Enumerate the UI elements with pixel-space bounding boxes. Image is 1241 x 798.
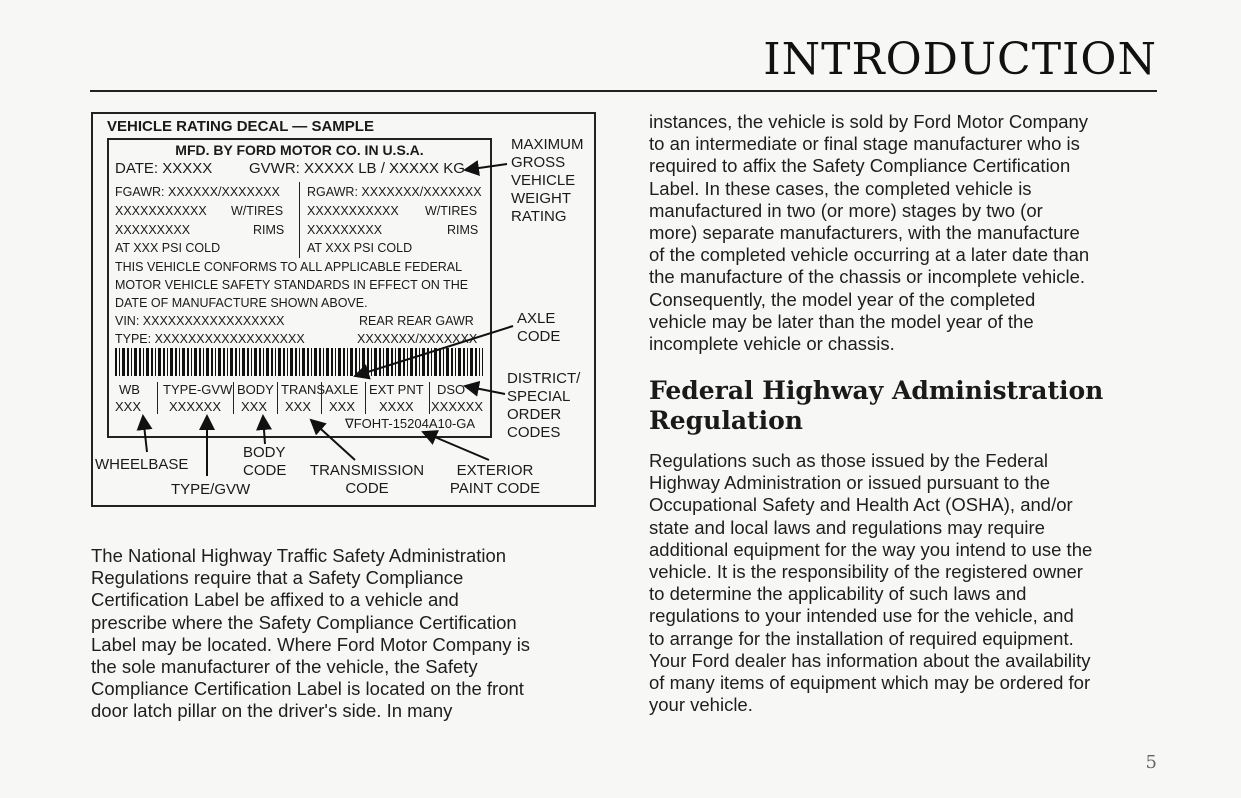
callout-gvwr-2: GROSS xyxy=(511,154,566,171)
title-rule xyxy=(90,90,1157,92)
val-body: XXX xyxy=(241,399,268,414)
text-line: Certification Label be affixed to a vehicle and xyxy=(91,589,459,611)
text-line: Compliance Certification Label is located on the front xyxy=(91,678,524,700)
decal-rgawr: RGAWR: XXXXXXX/XXXXXXX xyxy=(307,185,482,199)
arrow-exterior xyxy=(423,432,489,460)
decal-type: TYPE: XXXXXXXXXXXXXXXXXX xyxy=(115,332,305,346)
text-line: The National Highway Traffic Safety Administration xyxy=(91,545,507,566)
arrow-body xyxy=(263,416,265,444)
col-body: BODY xyxy=(237,382,274,397)
decal-psi-right: AT XXX PSI COLD xyxy=(307,241,413,255)
decal-rear-gawr: REAR REAR GAWR xyxy=(359,314,474,328)
arrow-transmission xyxy=(311,420,355,460)
vehicle-rating-decal-diagram xyxy=(91,112,596,507)
callout-trans-2: CODE xyxy=(345,480,389,497)
right-column-text-2 xyxy=(649,450,1169,716)
text-line: Regulations such as those issued by the Federal xyxy=(649,450,1049,471)
callout-wheelbase: WHEELBASE xyxy=(95,456,189,473)
callout-gvwr-4: WEIGHT xyxy=(511,190,571,207)
text-line: Label. In these cases, the completed vehicle is xyxy=(649,177,1032,199)
val-dso: XXXXXX xyxy=(431,399,484,414)
text-line: manufactured in two (or more) stages by two (or xyxy=(649,199,1043,221)
decal-rims-left: RIMS xyxy=(253,223,285,237)
text-line: door latch pillar on the driver's side. In many xyxy=(91,700,453,722)
text-line: Highway Administration or issued pursuant to the xyxy=(649,472,1051,494)
decal-rims-right: RIMS xyxy=(447,223,479,237)
text-line: prescribe where the Safety Compliance Certification xyxy=(91,611,517,633)
arrow-dso xyxy=(465,386,505,394)
text-line: Regulations require that a Safety Compliance xyxy=(91,567,464,589)
col-axle: AXLE xyxy=(325,382,359,397)
val-wb: XXX xyxy=(115,399,142,414)
callout-body-2: CODE xyxy=(243,462,287,479)
val-type-gvw: XXXXXX xyxy=(169,399,222,414)
callout-dso-2: SPECIAL xyxy=(507,388,571,405)
callout-gvwr-5: RATING xyxy=(511,208,567,225)
decal-mfd: MFD. BY FORD MOTOR CO. IN U.S.A. xyxy=(175,142,424,158)
callout-dso-4: CODES xyxy=(507,424,561,441)
val-axle: XXX xyxy=(329,399,356,414)
callout-ext-2: PAINT CODE xyxy=(449,480,541,497)
val-trans: XXX xyxy=(285,399,312,414)
decal-tires-right: XXXXXXXXXXX xyxy=(307,204,399,218)
text-line: Your Ford dealer has information about the availability xyxy=(649,649,1091,671)
decal-wtires-right: W/TIRES xyxy=(425,204,478,218)
decal-axle-value: XXXXXXX/XXXXXXX xyxy=(357,332,478,346)
callout-ext-1: EXTERIOR xyxy=(456,462,534,479)
text-line: additional equipment for the way you intend to use the xyxy=(649,538,1093,560)
section-heading: Federal Highway Administration Regulation xyxy=(649,376,1104,435)
right-column-text xyxy=(649,111,1169,355)
callout-trans-1: TRANSMISSION xyxy=(309,462,425,479)
text-line: your vehicle. xyxy=(649,694,753,716)
decal-gvwr: GVWR: XXXXX LB / XXXXX KG xyxy=(249,160,465,177)
text-line: instances, the vehicle is sold by Ford Motor Company xyxy=(649,111,1089,132)
text-line: regulations to your intended use for the vehicle, and xyxy=(649,605,1074,627)
decal-vin: VIN: XXXXXXXXXXXXXXXXX xyxy=(115,314,285,328)
col-dso: DSO xyxy=(437,382,466,397)
decal-fgawr: FGAWR: XXXXXX/XXXXXXX xyxy=(115,185,280,199)
callout-axle-1: AXLE xyxy=(517,310,556,327)
callout-axle-2: CODE xyxy=(517,328,561,345)
text-line: Consequently, the model year of the completed xyxy=(649,288,1036,310)
col-ext-pnt: EXT PNT xyxy=(369,382,424,397)
decal-heading: VEHICLE RATING DECAL — SAMPLE xyxy=(107,118,374,135)
decal-conform-3: DATE OF MANUFACTURE SHOWN ABOVE. xyxy=(115,296,368,310)
decal-tires-left: XXXXXXXXXXX xyxy=(115,204,207,218)
text-line: of many items of equipment which may be ordered for xyxy=(649,672,1091,694)
text-line: required to affix the Safety Compliance Certification xyxy=(649,155,1071,177)
text-line: of the completed vehicle occurring at a later date than xyxy=(649,244,1090,266)
page-number: 5 xyxy=(1145,752,1157,773)
arrow-gvwr xyxy=(465,164,507,170)
decal-rims-right-val: XXXXXXXXX xyxy=(307,223,383,237)
decal-date: DATE: XXXXX xyxy=(115,160,213,177)
text-line: the manufacture of the chassis or incomplete vehicle. xyxy=(649,266,1086,288)
text-line: vehicle may be later than the model year of the xyxy=(649,310,1034,332)
decal-conform-1: THIS VEHICLE CONFORMS TO ALL APPLICABLE FEDERAL xyxy=(115,260,463,274)
left-column-text xyxy=(91,545,601,723)
callout-dso-1: DISTRICT/ xyxy=(507,370,581,387)
text-line: the sole manufacturer of the vehicle, the Safety xyxy=(91,656,478,678)
callout-body-1: BODY xyxy=(243,444,286,461)
callout-arrows xyxy=(93,114,598,509)
text-line: Label may be located. Where Ford Motor Company is xyxy=(91,633,531,655)
arrow-wheelbase xyxy=(143,416,147,452)
decal-conform-2: MOTOR VEHICLE SAFETY STANDARDS IN EFFECT ON THE xyxy=(115,278,469,292)
col-wb: WB xyxy=(119,382,140,397)
text-line: to determine the applicability of such laws and xyxy=(649,583,1027,605)
page-title: INTRODUCTION xyxy=(763,34,1157,85)
callout-gvwr-3: VEHICLE xyxy=(511,172,576,189)
decal-psi-left: AT XXX PSI COLD xyxy=(115,241,221,255)
val-ext-pnt: XXXX xyxy=(379,399,414,414)
callout-gvwr-1: MAXIMUM xyxy=(511,136,584,153)
text-line: state and local laws and regulations may require xyxy=(649,516,1045,538)
decal-wtires-left: W/TIRES xyxy=(231,204,284,218)
text-line: Occupational Safety and Health Act (OSHA), and/or xyxy=(649,494,1073,516)
text-line: more) separate manufacturers, with the manufacture xyxy=(649,222,1080,244)
callout-dso-3: ORDER xyxy=(507,406,562,423)
text-line: to an intermediate or final stage manufacturer who is xyxy=(649,133,1080,155)
callout-type-gvw: TYPE/GVW xyxy=(171,481,251,498)
col-type-gvw: TYPE-GVW xyxy=(163,382,233,397)
col-trans: TRANS xyxy=(281,382,326,397)
arrow-axle xyxy=(355,326,513,376)
text-line: incomplete vehicle or chassis. xyxy=(649,333,895,355)
decal-rims-left-val: XXXXXXXXX xyxy=(115,223,191,237)
text-line: to arrange for the installation of required equipment. xyxy=(649,627,1074,649)
text-line: vehicle. It is the responsibility of the registered owner xyxy=(649,561,1083,583)
part-number: ∇FOHT-15204A10-GA xyxy=(345,416,476,431)
